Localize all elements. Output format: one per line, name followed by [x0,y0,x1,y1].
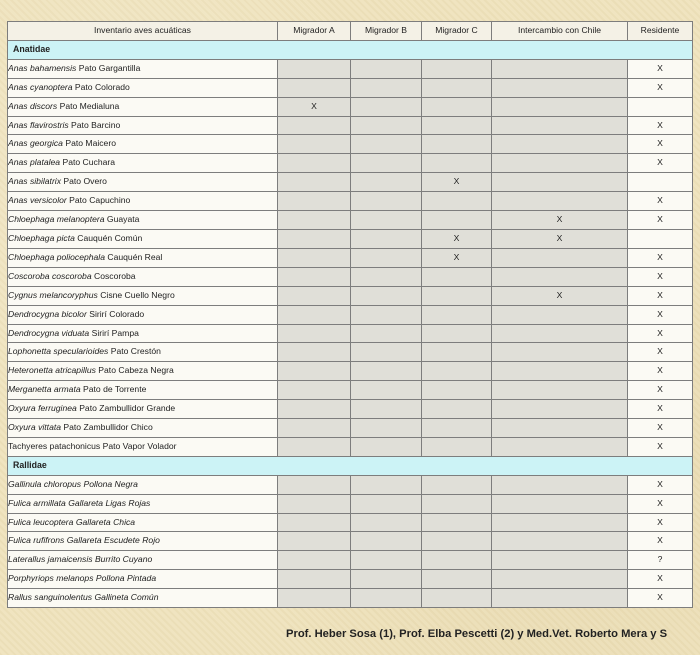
common-name: Burrito Cuyano [94,554,153,565]
common-name: Gallareta Chica [75,516,136,527]
migrador-b-cell [351,400,422,419]
scientific-name: Coscoroba coscoroba [8,270,92,281]
species-cell [8,589,278,608]
migrador-c-cell [422,419,492,438]
species-cell [8,229,278,248]
migrador-c-cell: X [422,229,492,248]
intercambio-cell [492,343,628,362]
residente-cell: X [628,475,693,494]
table-row [8,97,693,116]
table-row [8,532,693,551]
common-name: Gallareta Escudete Rojo [66,535,160,546]
scientific-name: Chloephaga picta [8,232,75,243]
residente-cell: X [628,381,693,400]
residente-cell [628,173,693,192]
intercambio-cell [492,305,628,324]
common-name: Pato Gargantilla [78,62,141,73]
species-cell [8,286,278,305]
species-cell [8,437,278,456]
migrador-b-cell [351,211,422,230]
migrador-a-cell [278,381,351,400]
header-migrador-b: Migrador B [351,22,422,41]
table-row [8,419,693,438]
scientific-name: Cygnus melancoryphus [8,289,98,300]
migrador-a-cell [278,286,351,305]
common-name: Pato Cabeza Negra [98,365,174,376]
common-name: Cisne Cuello Negro [100,289,175,300]
intercambio-cell [492,59,628,78]
migrador-c-cell [422,324,492,343]
common-name: Coscoroba [94,270,136,281]
common-name: Pato Colorado [74,81,130,92]
table-row [8,400,693,419]
intercambio-cell [492,437,628,456]
intercambio-cell [492,494,628,513]
intercambio-cell [492,97,628,116]
table-row [8,154,693,173]
species-cell [8,154,278,173]
section-row [8,40,693,59]
scientific-name: Tachyeres patachonicus [8,440,101,451]
header-migrador-a: Migrador A [278,22,351,41]
migrador-a-cell [278,135,351,154]
common-name: Pato Zambullidor Grande [79,403,176,414]
migrador-a-cell [278,154,351,173]
migrador-c-cell [422,589,492,608]
authors-footer: Prof. Heber Sosa (1), Prof. Elba Pescetti (2) y Med.Vet. Roberto Mera y S [286,628,668,640]
table-row [8,286,693,305]
intercambio-cell [492,267,628,286]
residente-cell [628,97,693,116]
residente-cell: X [628,343,693,362]
intercambio-cell [492,400,628,419]
intercambio-cell [492,475,628,494]
common-name: Cauquén Común [77,232,143,243]
migrador-a-cell [278,362,351,381]
migrador-b-cell [351,116,422,135]
intercambio-cell [492,381,628,400]
residente-cell: X [628,419,693,438]
species-cell [8,475,278,494]
table-row [8,475,693,494]
residente-cell: X [628,248,693,267]
migrador-a-cell [278,437,351,456]
species-cell [8,97,278,116]
table-row [8,305,693,324]
migrador-b-cell [351,305,422,324]
table-row [8,570,693,589]
species-cell [8,173,278,192]
common-name: Pollona Pintada [95,573,157,584]
header-intercambio-chile: Intercambio con Chile [492,22,628,41]
migrador-c-cell [422,211,492,230]
migrador-c-cell [422,286,492,305]
intercambio-cell [492,532,628,551]
intercambio-cell [492,362,628,381]
table-row [8,362,693,381]
table-row [8,343,693,362]
migrador-a-cell [278,589,351,608]
scientific-name: Heteronetta atricapillus [8,365,96,376]
scientific-name: Merganetta armata [8,384,81,395]
species-cell [8,59,278,78]
residente-cell: X [628,324,693,343]
migrador-c-cell [422,154,492,173]
common-name: Pato de Torrente [83,384,147,395]
migrador-b-cell [351,192,422,211]
residente-cell: X [628,305,693,324]
migrador-c-cell [422,475,492,494]
species-cell [8,267,278,286]
residente-cell: X [628,78,693,97]
section-title: Rallidae [8,456,693,475]
scientific-name: Oxyura vittata [8,422,62,433]
migrador-a-cell [278,173,351,192]
scientific-name: Oxyura ferruginea [8,403,77,414]
residente-cell [628,229,693,248]
migrador-b-cell [351,570,422,589]
table-row [8,324,693,343]
migrador-b-cell [351,97,422,116]
common-name: Cauquén Real [107,251,163,262]
species-cell [8,494,278,513]
species-cell [8,362,278,381]
scientific-name: Fulica rufifrons [8,535,65,546]
table-row [8,211,693,230]
residente-cell: X [628,211,693,230]
migrador-c-cell: X [422,173,492,192]
intercambio-cell [492,570,628,589]
migrador-b-cell [351,343,422,362]
table-row [8,494,693,513]
migrador-b-cell [351,381,422,400]
migrador-a-cell [278,229,351,248]
migrador-a-cell [278,570,351,589]
residente-cell: X [628,362,693,381]
migrador-b-cell [351,267,422,286]
intercambio-cell [492,419,628,438]
common-name: Pato Barcino [71,119,121,130]
migrador-a-cell [278,248,351,267]
intercambio-cell [492,324,628,343]
migrador-c-cell [422,135,492,154]
migrador-c-cell [422,267,492,286]
migrador-c-cell [422,97,492,116]
scientific-name: Anas sibilatrix [8,176,62,187]
species-cell [8,381,278,400]
residente-cell: X [628,135,693,154]
scientific-name: Anas platalea [8,157,61,168]
table-row [8,59,693,78]
header-row [8,22,693,41]
intercambio-cell [492,135,628,154]
residente-cell: X [628,192,693,211]
migrador-c-cell: X [422,248,492,267]
scientific-name: Anas cyanoptera [8,81,73,92]
intercambio-cell [492,154,628,173]
residente-cell: X [628,589,693,608]
migrador-b-cell [351,229,422,248]
intercambio-cell: X [492,211,628,230]
migrador-c-cell [422,532,492,551]
migrador-b-cell [351,494,422,513]
migrador-c-cell [422,59,492,78]
migrador-a-cell [278,78,351,97]
migrador-c-cell [422,192,492,211]
migrador-c-cell [422,381,492,400]
migrador-b-cell [351,532,422,551]
table-row [8,513,693,532]
common-name: Guayata [106,214,140,225]
table-row [8,173,693,192]
residente-cell: X [628,59,693,78]
migrador-c-cell [422,343,492,362]
migrador-a-cell [278,59,351,78]
bird-inventory-table [7,21,693,608]
residente-cell: X [628,400,693,419]
residente-cell: X [628,116,693,135]
table-row [8,135,693,154]
migrador-b-cell [351,513,422,532]
species-cell [8,211,278,230]
common-name: Gallineta Común [94,592,159,603]
scientific-name: Anas flavirostris [8,119,69,130]
residente-cell: X [628,286,693,305]
migrador-b-cell [351,59,422,78]
scientific-name: Anas bahamensis [8,62,77,73]
species-cell [8,78,278,97]
migrador-b-cell [351,324,422,343]
migrador-a-cell [278,494,351,513]
scientific-name: Anas discors [8,100,58,111]
species-cell [8,135,278,154]
common-name: Sirirí Pampa [91,327,139,338]
species-cell [8,305,278,324]
table-row [8,229,693,248]
intercambio-cell [492,78,628,97]
residente-cell: ? [628,551,693,570]
common-name: Pato Cuchara [62,157,116,168]
intercambio-cell [492,513,628,532]
table-row [8,78,693,97]
species-cell [8,570,278,589]
table-row [8,248,693,267]
migrador-a-cell [278,532,351,551]
header-residente: Residente [628,22,693,41]
section-row [8,456,693,475]
migrador-c-cell [422,494,492,513]
migrador-b-cell [351,419,422,438]
migrador-a-cell [278,324,351,343]
migrador-c-cell [422,305,492,324]
intercambio-cell [492,116,628,135]
residente-cell: X [628,570,693,589]
species-cell [8,513,278,532]
species-cell [8,551,278,570]
table-row [8,437,693,456]
migrador-c-cell [422,551,492,570]
residente-cell: X [628,532,693,551]
header-migrador-c: Migrador C [422,22,492,41]
species-cell [8,116,278,135]
common-name: Pato Overo [63,176,107,187]
scientific-name: Porphyriops melanops [8,573,94,584]
migrador-b-cell [351,551,422,570]
scientific-name: Chloephaga poliocephala [8,251,105,262]
common-name: Pollona Negra [83,478,138,489]
scientific-name: Laterallus jamaicensis [8,554,93,565]
migrador-a-cell [278,267,351,286]
scientific-name: Gallinula chloropus [8,478,82,489]
residente-cell: X [628,513,693,532]
table-row [8,589,693,608]
migrador-a-cell [278,343,351,362]
section-title: Anatidae [8,40,693,59]
table-row [8,551,693,570]
intercambio-cell [492,248,628,267]
migrador-c-cell [422,116,492,135]
migrador-a-cell: X [278,97,351,116]
migrador-b-cell [351,362,422,381]
species-cell [8,248,278,267]
residente-cell: X [628,267,693,286]
scientific-name: Lophonetta specularioides [8,346,109,357]
scientific-name: Chloephaga melanoptera [8,214,105,225]
migrador-c-cell [422,513,492,532]
migrador-b-cell [351,437,422,456]
common-name: Pato Capuchino [69,195,131,206]
scientific-name: Dendrocygna bicolor [8,308,87,319]
scientific-name: Rallus sanguinolentus [8,592,93,603]
migrador-b-cell [351,173,422,192]
scientific-name: Fulica leucoptera [8,516,74,527]
migrador-c-cell [422,362,492,381]
migrador-a-cell [278,211,351,230]
table-row [8,192,693,211]
migrador-c-cell [422,437,492,456]
migrador-a-cell [278,400,351,419]
table-row [8,381,693,400]
residente-cell: X [628,437,693,456]
migrador-c-cell [422,78,492,97]
migrador-b-cell [351,78,422,97]
migrador-b-cell [351,475,422,494]
common-name: Pato Vapor Volador [102,440,177,451]
common-name: Pato Medialuna [59,100,120,111]
migrador-b-cell [351,154,422,173]
common-name: Pato Maicero [65,138,116,149]
species-cell [8,324,278,343]
residente-cell: X [628,494,693,513]
migrador-a-cell [278,475,351,494]
migrador-b-cell [351,589,422,608]
species-cell [8,192,278,211]
migrador-a-cell [278,551,351,570]
migrador-b-cell [351,135,422,154]
common-name: Pato Crestón [110,346,161,357]
common-name: Gallareta Ligas Rojas [68,497,151,508]
table-row [8,267,693,286]
intercambio-cell [492,589,628,608]
migrador-c-cell [422,570,492,589]
migrador-a-cell [278,305,351,324]
common-name: Pato Zambullidor Chico [63,422,153,433]
migrador-a-cell [278,419,351,438]
migrador-a-cell [278,116,351,135]
species-cell [8,400,278,419]
migrador-a-cell [278,192,351,211]
residente-cell: X [628,154,693,173]
table-row [8,116,693,135]
species-cell [8,419,278,438]
intercambio-cell [492,173,628,192]
migrador-c-cell [422,400,492,419]
species-cell [8,343,278,362]
header-species: Inventario aves acuáticas [8,22,278,41]
migrador-b-cell [351,286,422,305]
migrador-a-cell [278,513,351,532]
migrador-b-cell [351,248,422,267]
intercambio-cell: X [492,229,628,248]
scientific-name: Anas versicolor [8,195,67,206]
intercambio-cell [492,551,628,570]
species-cell [8,532,278,551]
intercambio-cell [492,192,628,211]
common-name: Sirirí Colorado [89,308,145,319]
scientific-name: Fulica armillata [8,497,66,508]
scientific-name: Anas georgica [8,138,63,149]
scientific-name: Dendrocygna viduata [8,327,90,338]
intercambio-cell: X [492,286,628,305]
